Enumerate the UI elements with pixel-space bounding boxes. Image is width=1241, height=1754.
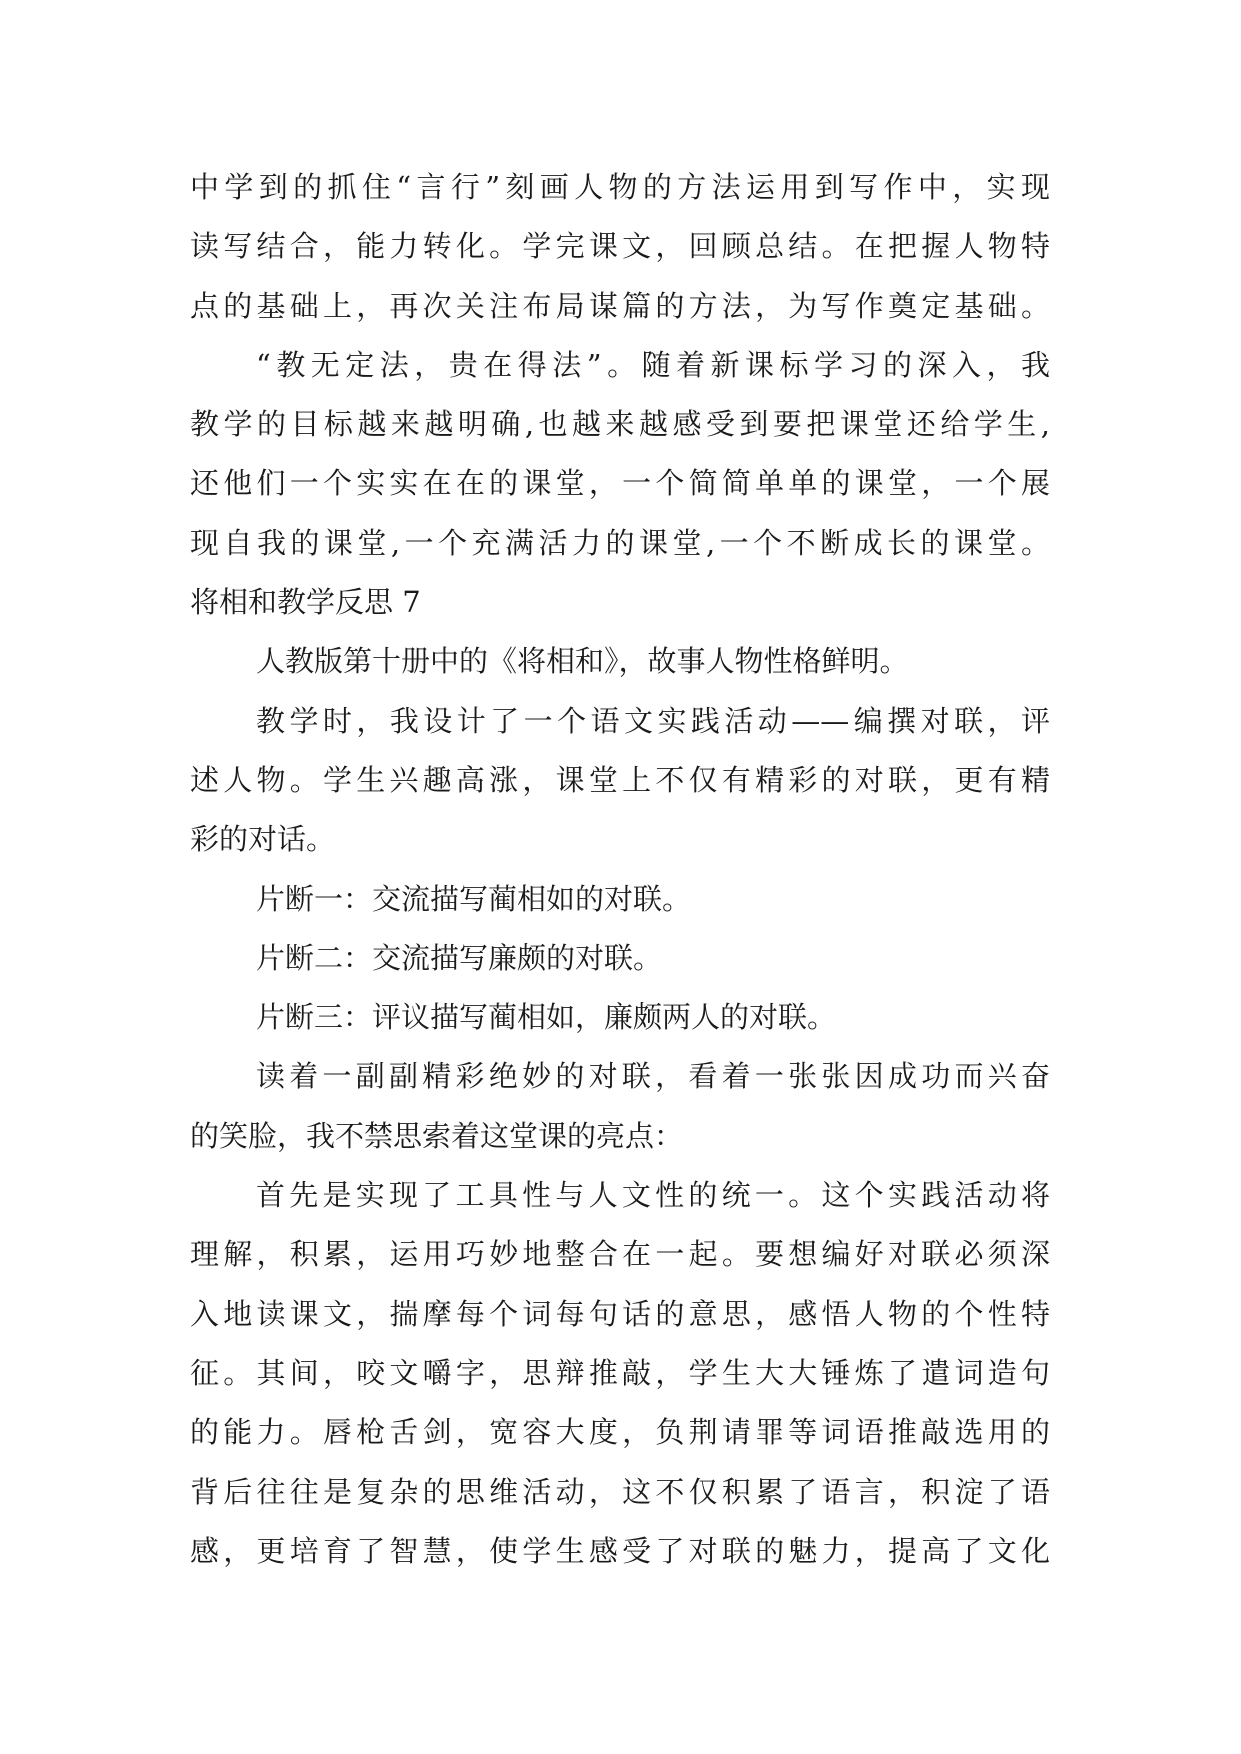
text-line: 的能力。唇枪舌剑，宽容大度，负荆请罪等词语推敲选用的: [190, 1415, 1050, 1450]
text-line: 人教版第十册中的《将相和》，故事人物性格鲜明。: [256, 644, 909, 679]
text-line: 还他们一个实实在在的课堂，一个简简单单的课堂，一个展: [190, 466, 1050, 501]
text-line: 首先是实现了工具性与人文性的统一。这个实践活动将: [256, 1178, 1050, 1213]
text-line: 感，更培育了智慧，使学生感受了对联的魅力，提高了文化: [190, 1533, 1050, 1568]
text-line: 读写结合，能力转化。学完课文，回顾总结。在把握人物特: [190, 229, 1050, 264]
document-body: [190, 158, 1050, 1581]
text-line: 入地读课文，揣摩每个词每句话的意思，感悟人物的个性特: [190, 1296, 1050, 1331]
text-line: 现自我的课堂,一个充满活力的课堂,一个不断成长的课堂。: [190, 525, 1050, 560]
text-line: 述人物。学生兴趣高涨，课堂上不仅有精彩的对联，更有精: [190, 762, 1050, 797]
text-line: 中学到的抓住“言行”刻画人物的方法运用到写作中，实现: [190, 170, 1050, 204]
text-line: 彩的对话。: [190, 822, 336, 857]
text-line: 的笑脸，我不禁思索着这堂课的亮点：: [190, 1118, 684, 1153]
text-line: 片断三：评议描写蔺相如，廉颇两人的对联。: [256, 1000, 837, 1035]
text-line: “教无定法，贵在得法”。随着新课标学习的深入，我: [256, 347, 1050, 382]
text-line: 征。其间，咬文嚼字，思辩推敲，学生大大锤炼了遣词造句: [190, 1355, 1050, 1390]
text-line: 片断一：交流描写蔺相如的对联。: [256, 881, 692, 916]
text-line: 理解，积累，运用巧妙地整合在一起。要想编好对联必须深: [190, 1237, 1050, 1272]
text-line: 点的基础上，再次关注布局谋篇的方法，为写作奠定基础。: [190, 288, 1050, 323]
section-heading: 将相和教学反思 7: [190, 585, 421, 620]
text-line: 教学时，我设计了一个语文实践活动——编撰对联，评: [256, 703, 1050, 738]
text-line: 教学的目标越来越明确,也越来越感受到要把课堂还给学生,: [190, 407, 1050, 442]
text-line: 背后往往是复杂的思维活动，这不仅积累了语言，积淀了语: [190, 1474, 1050, 1509]
text-line: 读着一副副精彩绝妙的对联，看着一张张因成功而兴奋: [256, 1059, 1050, 1094]
text-line: 片断二：交流描写廉颇的对联。: [256, 940, 663, 975]
